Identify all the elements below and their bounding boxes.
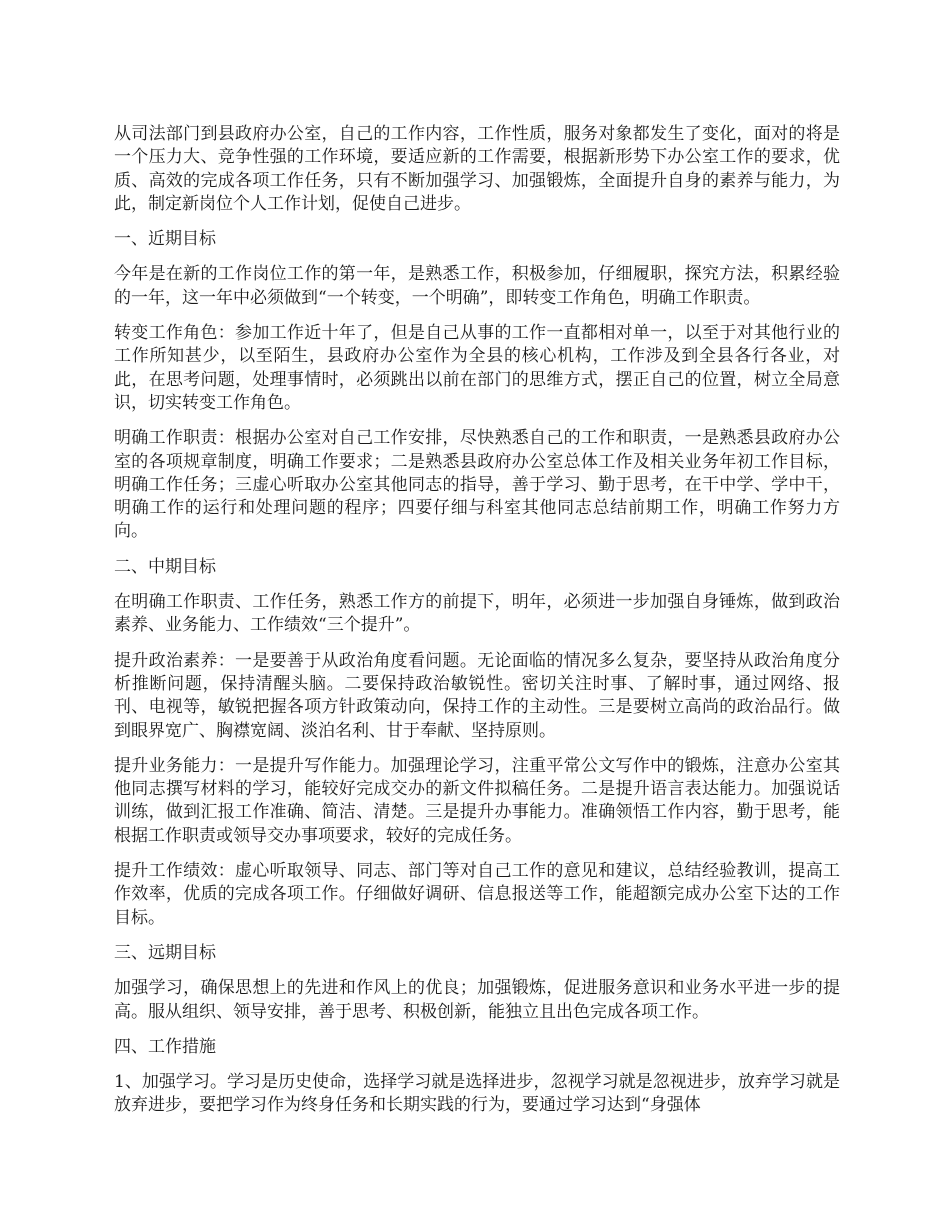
section-heading-long-term: 三、远期目标 [114,942,216,963]
mid-term-paragraph: 在明确工作职责、工作任务，熟悉工作方的前提下，明年，必须进一步加强自身锤炼，做到政治素养、业务能力、工作绩效“三个提升”。 [114,592,840,636]
section-heading-measures: 四、工作措施 [114,1036,216,1057]
role-change-paragraph: 转变工作角色：参加工作近十年了，但是自己从事的工作一直都相对单一，以至于对其他行业的工作所知甚少，以至陌生，县政府办公室作为全县的核心机构，工作涉及到全县各行各业，对此，在思考问题，处理事情时，必须跳出以前在部门的思维方式，摆正自己的位置，树立全局意识，切实转变工作角色。 [114,323,840,413]
intro-paragraph: 从司法部门到县政府办公室，自己的工作内容，工作性质，服务对象都发生了变化，面对的将是一个压力大、竞争性强的工作环境，要适应新的工作需要，根据新形势下办公室工作的要求，优质、高效的完成各项工作任务，只有不断加强学习、加强锻炼，全面提升自身的素养与能力，为此，制定新岗位个人工作计划，促使自己进步。 [114,124,840,214]
long-term-paragraph: 加强学习，确保思想上的先进和作风上的优良；加强锻炼，促进服务意识和业务水平进一步的提高。服从组织、领导安排，善于思考、积极创新，能独立且出色完成各项工作。 [114,978,840,1022]
political-quality-paragraph: 提升政治素养：一是要善于从政治角度看问题。无论面临的情况多么复杂，要坚持从政治角度分析推断问题，保持清醒头脑。二要保持政治敏锐性。密切关注时事、了解时事，通过网络、报刊、电视等，敏锐把握各项方针政策动向，保持工作的主动性。三是要树立高尚的政治品行。做到眼界宽广、胸襟宽阔、淡泊名利、甘于奉献、坚持原则。 [114,650,840,741]
section-heading-short-term: 一、近期目标 [114,229,216,250]
duty-clarify-paragraph: 明确工作职责：根据办公室对自己工作安排，尽快熟悉自己的工作和职责，一是熟悉县政府办公室的各项规章制度，明确工作要求；二是熟悉县政府办公室总体工作及相关业务年初工作目标，明确工作任务；三虚心听取办公室其他同志的指导，善于学习、勤于思考，在干中学、学中干，明确工作的运行和处理问题的程序；四要仔细与科室其他同志总结前期工作，明确工作努力方向。 [114,428,840,542]
measures-paragraph: 1、加强学习。学习是历史使命，选择学习就是选择进步，忽视学习就是忽视进步，放弃学习就是放弃进步，要把学习作为终身任务和长期实践的行为，要通过学习达到“身强体 [114,1072,840,1116]
business-ability-paragraph: 提升业务能力：一是提升写作能力。加强理论学习，注重平常公文写作中的锻炼，注意办公室其他同志撰写材料的学习，能较好完成交办的新文件拟稿任务。二是提升语言表达能力。加强说话训练，做到汇报工作准确、简洁、清楚。三是提升办事能力。准确领悟工作内容，勤于思考，能根据工作职责或领导交办事项要求，较好的完成任务。 [114,755,840,846]
short-term-paragraph: 今年是在新的工作岗位工作的第一年，是熟悉工作，积极参加，仔细履职，探究方法，积累经验的一年，这一年中必须做到“一个转变，一个明确”，即转变工作角色，明确工作职责。 [114,264,840,308]
work-performance-paragraph: 提升工作绩效：虚心听取领导、同志、部门等对自己工作的意见和建议，总结经验教训，提高工作效率，优质的完成各项工作。仔细做好调研、信息报送等工作，能超额完成办公室下达的工作目标。 [114,861,840,928]
section-heading-mid-term: 二、中期目标 [114,556,216,577]
document-page [114,123,840,1130]
